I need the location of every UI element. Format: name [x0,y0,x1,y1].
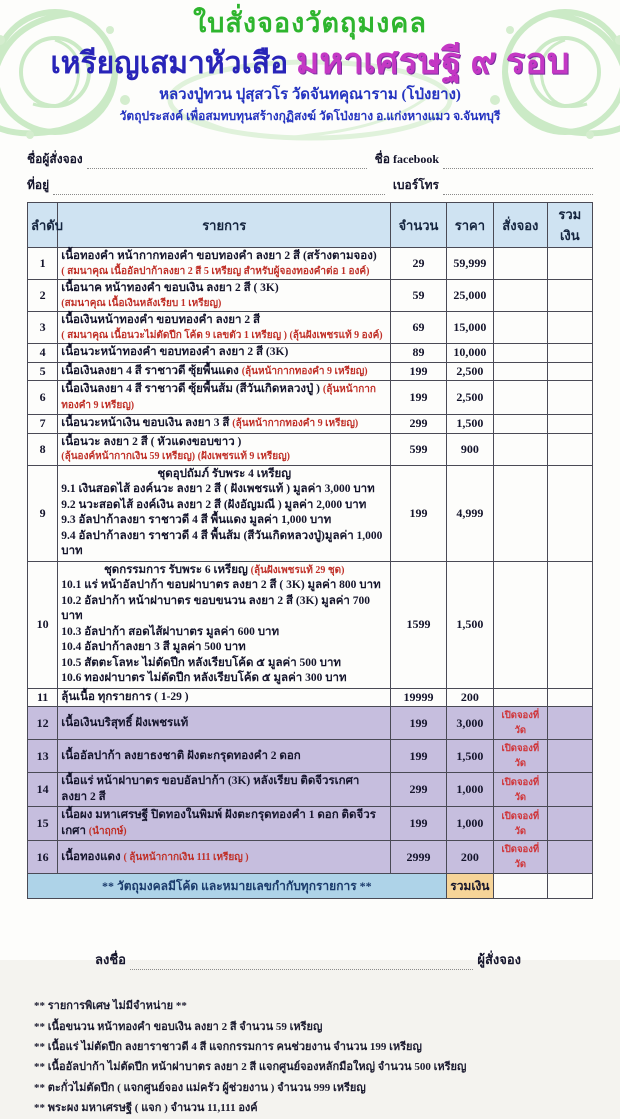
table-row [28,280,593,312]
booking-cell[interactable] [494,312,547,344]
item-name: เนื้อนวะหน้าเงิน ขอบเงิน ลงยา 3 สี [61,417,233,430]
item-name: เนื้อเงินหน้าทองคำ ขอบทองคำ ลงยา 2 สี [61,314,260,327]
item-number: 4 [28,344,58,363]
item-name: ลุ้นเนื้อ ทุกรายการ ( 1-29 ) [61,690,189,703]
item-number: 8 [28,433,58,465]
item-description [58,841,391,874]
item-price: 1,000 [446,807,493,841]
item-description [58,312,391,344]
item-set-header-bonus: (ลุ้นฝังเพชรแท้ 29 ชุด) [250,564,345,576]
item-bonus-note: (นำฤกษ์) [88,825,127,837]
item-number: 13 [28,740,58,773]
col-header-item: รายการ [58,203,391,248]
table-row [28,415,593,434]
code-note: ** วัตถุมงคลมีโค้ด และหมายเลขกำกับทุกรายการ ** [28,874,447,899]
item-quantity: 1599 [391,561,446,688]
item-main-text [61,416,387,432]
total-cell[interactable] [547,841,592,874]
item-description [58,381,391,415]
item-quantity: 69 [391,312,446,344]
item-description [58,248,391,280]
item-number: 9 [28,465,58,561]
note-line: ** ตะกั่วไม่ตัดปีก ( แจกศูนย์จอง แม่ครัว ผู้ช่วยงาน ) จำนวน 999 เหรียญ [34,1081,366,1094]
table-row [28,740,593,773]
item-quantity: 199 [391,465,446,561]
item-description [58,433,391,465]
orderer-name-input[interactable] [87,155,367,169]
item-subitem-line: 10.3 อัลปาก้า สอดไส้ฝาบาตร มูลค่า 600 บาท [61,625,280,638]
note-line: ** รายการพิเศษ ไม่มีจำหน่าย ** [34,1000,187,1013]
item-freebie-note: ( สมนาคุณ เนื้อนวะไม่ตัดปีก โค้ด 9 เลขตัว 1 เหรียญ ) (ลุ้นฝังเพชรแท้ 9 องค์) [61,329,383,341]
item-number: 15 [28,807,58,841]
item-main-text [61,749,387,765]
item-name: เนื้อแร่ หน้าฝาบาตร ขอบอัลปาก้า (3K) หลังเรียบ ติดจีวรเกศา ลงยา 2 สี [61,775,360,803]
monk-temple-line: หลวงปู่ทวน ปุสฺสวโร วัดจันทคุณาราม (โป่งยาง) [159,87,461,104]
table-row [28,773,593,807]
total-cell[interactable] [547,433,592,465]
item-main-text [61,808,387,839]
item-set-header-text: ชุดกรรมการ รับพระ 6 เหรียญ [103,563,251,576]
item-bonus-note: ( ลุ้นหน้ากากเงิน 111 เหรียญ ) [123,851,249,863]
table-row [28,465,593,561]
item-set-header-text: ชุดอุปถัมภ์ รับพระ 4 เหรียญ [157,467,292,480]
item-bonus-note: (ลุ้นหน้ากากทองคำ 9 เหรียญ) [232,418,359,430]
item-description [58,807,391,841]
note-line: ** เนื้อแร่ ไม่ตัดปีก ลงยาราชาวดี 4 สี แจกกรรมการ คนช่วยงาน จำนวน 199 เหรียญ [34,1041,422,1054]
note-line: ** พระผง มหาเศรษฐี ( แจก ) จำนวน 11,111 องค์ [34,1102,258,1115]
item-price: 2,500 [446,362,493,381]
item-subitem-line: 9.3 อัลปาก้าลงยา ราชาวดี 4 สี พื้นแดง มูลค่า 1,000 บาท [61,514,332,527]
item-description [58,707,391,740]
col-header-book: สั่งจอง [494,203,547,248]
item-subitem-line: 9.1 เงินสอดไส้ องค์นวะ ลงยา 2 สี ( ฝังเพชรแท้ ) มูลค่า 3,000 บาท [61,483,375,496]
item-name: เนื้อเงินลงยา 4 สี ราชาวดี ซุ้ยพื้นแดง [61,364,242,377]
item-price: 2,500 [446,381,493,415]
booking-cell[interactable] [494,344,547,363]
customer-fields [27,150,593,195]
signer-label: ผู้สั่งจอง [477,952,521,968]
total-cell[interactable] [547,807,592,841]
item-number: 2 [28,280,58,312]
item-main-text [61,249,387,265]
order-table-header [28,203,593,248]
item-description [58,362,391,381]
special-notes [34,996,620,1118]
item-quantity: 199 [391,740,446,773]
coin-title-blue: เหรียญเสมาหัวเสือ [50,47,289,81]
item-description [58,344,391,363]
form-header [0,0,620,148]
booking-cell[interactable] [494,381,547,415]
item-freebie-note: (สมนาคุณ เนื้อเงินหลังเรียบ 1 เหรียญ) [61,297,222,309]
item-name: เนื้อนวะหน้าทองคำ ขอบทองคำ ลงยา 2 สี (3K) [61,346,289,359]
item-price: 10,000 [446,344,493,363]
total-cell[interactable] [547,465,592,561]
item-description [58,415,391,434]
item-number: 14 [28,773,58,807]
item-main-text [61,435,387,451]
item-main-text [61,850,387,866]
item-main-text [61,364,387,380]
item-quantity: 2999 [391,841,446,874]
item-quantity: 299 [391,773,446,807]
item-description [58,688,391,707]
col-header-total: รวมเงิน [547,203,592,248]
item-name: เนื้อนวะ ลงยา 2 สี ( หัวแดงขอบขาว ) [61,435,242,448]
table-row [28,688,593,707]
booking-cell[interactable] [494,561,547,688]
item-name: เนื้ออัลปาก้า ลงยาธงชาติ ฝังตะกรุดทองคำ 2 ดอก [61,749,301,762]
item-quantity: 299 [391,415,446,434]
col-header-no: ลำดับ [28,203,58,248]
item-number: 16 [28,841,58,874]
booking-cell[interactable] [494,415,547,434]
item-description [58,740,391,773]
phone-label: เบอร์โทร [392,178,439,192]
table-row [28,362,593,381]
item-name: เนื้อทองคำ หน้ากากทองคำ ขอบทองคำ ลงยา 2 สี (สร้างตามจอง) [61,250,377,262]
grand-total-label: รวมเงิน [446,874,493,899]
item-set-header [61,563,387,579]
booking-cell[interactable] [494,280,547,312]
item-bonus-note: (ลุ้นหน้ากากทองคำ 9 เหรียญ) [241,365,368,377]
item-price: 200 [446,688,493,707]
total-cell[interactable] [547,312,592,344]
item-subitem-line: 10.1 แร่ หน้าอัลปาก้า ขอบฝาบาตร ลงยา 2 สี ( 3K) มูลค่า 800 บาท [61,579,381,592]
coin-title-magenta: มหาเศรษฐี ๙ รอบ [295,41,570,82]
item-number: 12 [28,707,58,740]
item-quantity: 199 [391,807,446,841]
item-main-text [61,345,387,361]
table-row [28,561,593,688]
booking-cell[interactable] [494,433,547,465]
item-main-text [61,716,387,732]
item-number: 5 [28,362,58,381]
address-label: ที่อยู่ [27,178,50,192]
col-header-price: ราคา [446,203,493,248]
booking-cell[interactable]: เปิดจองที่วัด [494,841,547,874]
item-quantity: 199 [391,381,446,415]
item-freebie-note: (ลุ้นองค์หน้ากากเงิน 59 เหรียญ) (ฝังเพชรแท้ 9 เหรียญ) [61,451,291,463]
total-cell[interactable] [547,773,592,807]
table-row [28,841,593,874]
item-quantity: 19999 [391,688,446,707]
item-subitem-line: 9.2 นวะสอดไส้ องค์เงิน ลงยา 2 สี (ฝังอัญมณี ) มูลค่า 2,000 บาท [61,498,367,511]
address-input[interactable] [53,181,385,195]
total-cell[interactable] [547,740,592,773]
total-cell[interactable] [547,248,592,280]
total-cell[interactable] [547,561,592,688]
note-line: ** เนื้ออัลปาก้า ไม่ตัดปีก หน้าฝาบาตร ลงยา 2 สี แจกศูนย์จองหลักมือใหญ่ จำนวน 500 เหรียญ [34,1061,467,1074]
signature-input[interactable] [130,955,473,970]
total-cell[interactable] [547,688,592,707]
booking-cell[interactable]: เปิดจองที่วัด [494,807,547,841]
item-number: 1 [28,248,58,280]
phone-input[interactable] [443,181,593,195]
note-line: ** เนื้อขนวน หน้าทองคำ ขอบเงิน ลงยา 2 สี จำนวน 59 เหรียญ [34,1020,323,1033]
item-quantity: 29 [391,248,446,280]
item-quantity: 89 [391,344,446,363]
item-price: 900 [446,433,493,465]
total-cell[interactable] [547,415,592,434]
orderer-name-label: ชื่อผู้สั่งจอง [27,152,83,166]
item-price: 1,500 [446,561,493,688]
table-row [28,248,593,280]
item-subitem-line: 10.6 ทองฝาบาตร ไม่ตัดปีก หลังเรียบโค้ด ๕ มูลค่า 300 บาท [61,672,347,685]
item-main-text [61,281,387,297]
total-cell[interactable] [547,707,592,740]
table-row [28,344,593,363]
table-row [28,433,593,465]
item-main-text [61,313,387,329]
booking-cell[interactable] [494,248,547,280]
col-header-qty: จำนวน [391,203,446,248]
item-subitem-line: 10.5 สัตตะโลหะ ไม่ตัดปีก หลังเรียบโค้ด ๕ มูลค่า 500 บาท [61,656,341,669]
item-name: เนื้อเงินบริสุทธิ์ ฝังเพชรแท้ [61,716,189,729]
item-number: 10 [28,561,58,688]
grand-total-amount-cell[interactable] [547,874,592,899]
booking-cell[interactable] [494,688,547,707]
booking-cell[interactable]: เปิดจองที่วัด [494,707,547,740]
purpose-line: วัตถุประสงค์ เพื่อสมทบทุนสร้างกุฏิสงฆ์ วัดโป่งยาง อ.แก่งหางแมว จ.จันทบุรี [119,108,501,123]
item-description [58,561,391,688]
booking-cell[interactable] [494,362,547,381]
table-row [28,807,593,841]
booking-cell[interactable]: เปิดจองที่วัด [494,740,547,773]
item-subitem-line: 9.4 อัลปาก้าลงยา ราชาวดี 4 สี พื้นส้ม (สีวันเกิดหลวงปู่)มูลค่า 1,000 บาท [61,529,383,558]
item-price: 1,500 [446,740,493,773]
order-table-body [28,248,593,874]
item-number: 7 [28,415,58,434]
item-quantity: 59 [391,280,446,312]
item-name: เนื้อนาค หน้าทองคำ ขอบเงิน ลงยา 2 สี ( 3K) [61,282,279,295]
item-number: 11 [28,688,58,707]
item-price: 200 [446,841,493,874]
item-freebie-note: ( สมนาคุณ เนื้ออัลปาก้าลงยา 2 สี 5 เหรียญ สำหรับผู้จองทองคำต่อ 1 องค์) [61,265,370,277]
item-name: เนื้อผง มหาเศรษฐี ปิดทองในพิมพ์ ฝังตะกรุดทองคำ 1 ดอก ติดจีวร เกศา [61,809,376,837]
total-cell[interactable] [547,362,592,381]
page-title: ใบสั่งจองวัตถุมงคล [193,8,427,38]
sign-label: ลงชื่อ [95,952,126,968]
item-price: 3,000 [446,707,493,740]
item-price: 15,000 [446,312,493,344]
total-cell[interactable] [547,381,592,415]
table-row [28,707,593,740]
item-price: 59,999 [446,248,493,280]
item-description [58,465,391,561]
booking-cell[interactable] [494,465,547,561]
grand-total-book-cell[interactable] [494,874,547,899]
item-subitem-line: 10.2 อัลปาก้า หน้าฝาบาตร ขอบขนวน ลงยา 2 สี (3K) มูลค่า 700 บาท [61,594,371,623]
item-description [58,280,391,312]
total-cell[interactable] [547,344,592,363]
table-row [28,312,593,344]
item-number: 6 [28,381,58,415]
item-price: 1,000 [446,773,493,807]
facebook-label: ชื่อ facebook [374,152,439,166]
booking-cell[interactable]: เปิดจองที่วัด [494,773,547,807]
item-description [58,773,391,807]
order-table [27,202,593,899]
item-set-header [61,467,387,483]
item-number: 3 [28,312,58,344]
item-main-text [61,382,387,413]
item-name: เนื้อเงินลงยา 4 สี ราชาวดี ซุ้ยพื้นส้ม (สีวันเกิดหลวงปู่ ) [61,383,323,396]
item-quantity: 599 [391,433,446,465]
item-name: เนื้อทองแดง [61,850,124,863]
item-main-text [61,774,387,805]
item-price: 4,999 [446,465,493,561]
total-cell[interactable] [547,280,592,312]
item-bonus-note: (ลุ้นหน้ากากทองคำ 9 เหรียญ) [61,384,376,411]
item-subitem-line: 10.4 อัลปาก้าลงยา 3 สี มูลค่า 500 บาท [61,641,246,654]
coin-title [0,39,620,84]
item-price: 1,500 [446,415,493,434]
order-table-footer [28,874,593,899]
facebook-input[interactable] [443,155,593,169]
item-quantity: 199 [391,362,446,381]
item-price: 25,000 [446,280,493,312]
item-quantity: 199 [391,707,446,740]
item-main-text [61,690,387,706]
table-row [28,381,593,415]
